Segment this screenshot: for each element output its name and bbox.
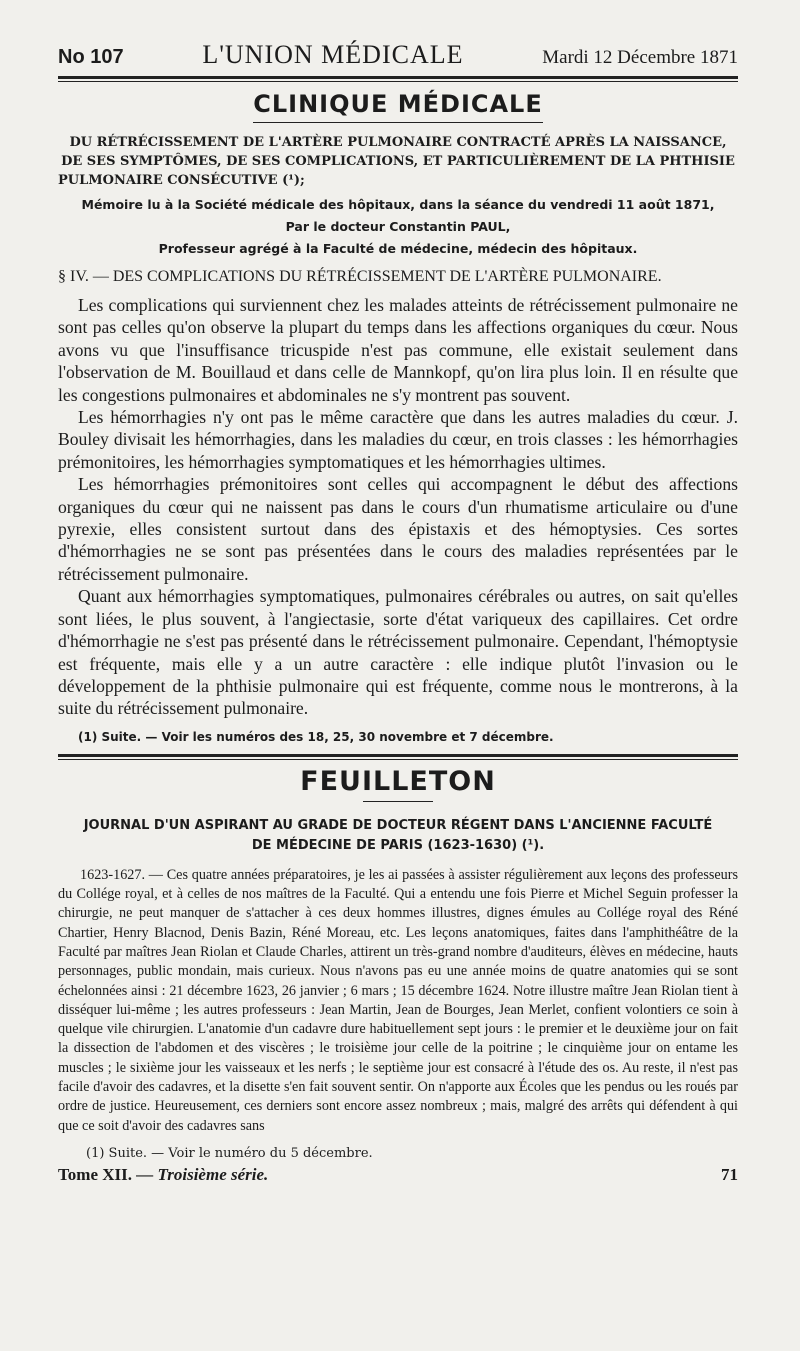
article-title-line-2: DE SES SYMPTÔMES, DE SES COMPLICATIONS, ET PARTICULIÈREMENT DE LA PHTHISIE (61, 154, 735, 169)
issue-number: No 107 (58, 46, 124, 68)
page-footer (58, 1165, 738, 1185)
clinique-paragraph: Les hémorrhagies prémonitoires sont celles qui accompagnent le début des affections organiques du cœur qui ne naissent pas dans le cours d'un rhumatisme articulaire ou d'une pyrexie, elles consistent surtout dans des épistaxis et des hémoptysies. Ces sortes d'hémorrhagies ne se sont pas présentées dans le cours des maladies représentées par le rétrécissement pulmonaire. (58, 474, 738, 584)
article-title (58, 133, 738, 190)
feuilleton-footnote: (1) Suite. — Voir le numéro du 5 décembre. (86, 1145, 373, 1161)
clinique-section-title: CLINIQUE MÉDICALE (253, 90, 543, 118)
feuilleton-paragraph: 1623-1627. — Ces quatre années préparatoires, je les ai passées à assister régulièrement aux leçons des professeurs du Collége royal, et à celles de nos maîtres de la Faculté. Qui a entendu une fois Pierre et Michel Seguin professer la chirurgie, ne peut manquer de s'attacher à ces deux hommes illustres, dignes émules au Collége royal des Réné Chartier, Henry Blacnod, Denis Bazin, Réné Moreau, etc. Les leçons anatomiques, faites dans l'amphithéâtre de la Faculté par maîtres Jean Riolan et Claude Charles, attirent un très-grand nombre d'auditeurs, élèves en médecine, hauts personnages, public mondain, mais curieux. Nous n'avons pas eu une année moins de quatre anatomies qui se sont échelonnées ainsi : 21 décembre 1623, 26 janvier ; 6 mars ; 15 décembre 1624. Notre illustre maître Jean Riolan tient à disséquer lui-même ; les autres professeurs : Jean Martin, Jean de Bourges, Jean Merlet, confient volontiers ce soin à quelque vile chirurgien. L'anatomie d'un cadavre dure habituellement sept jours : le premier et le deuxième jour on fait la dissection de l'abdomen et des viscères ; le troisième jour celle de la poitrine ; le cinquième jour on entame les muscles ; le sixième jour les vaisseaux et les nerfs ; le septième jour est consacré à l'étude des os. Au reste, il n'est pas facile d'avoir des cadavres, et la disette s'en fait souvent sentir. On n'apporte aux Écoles que les pendus ou les roués par ordre de justice. Heureusement, ces derniers sont encore assez nombreux ; mais, malgré des arrêts qui défendent à qui que ce soit d'avoir des cadavres sans (58, 866, 738, 1134)
header-rule (58, 76, 738, 79)
feuilleton-rule-thin (58, 759, 738, 760)
article-byline (58, 194, 738, 260)
newspaper-page (58, 40, 738, 1185)
feuilleton-rule (58, 754, 738, 757)
feuilleton-article-title (58, 816, 738, 856)
page-number: 71 (721, 1164, 738, 1184)
serie-label: — Troisième série. (136, 1164, 269, 1184)
author-line: Par le docteur Constantin PAUL, (285, 219, 511, 234)
feuilleton-title-underline (363, 801, 433, 802)
article-title-line-3: PULMONAIRE CONSÉCUTIVE (¹); (58, 173, 305, 188)
chapter-heading: § IV. — DES COMPLICATIONS DU RÉTRÉCISSEMENT DE L'ARTÈRE PULMONAIRE. (58, 268, 662, 285)
feuilleton-section-title: FEUILLETON (300, 765, 496, 797)
clinique-footnote: (1) Suite. — Voir les numéros des 18, 25, 30 novembre et 7 décembre. (78, 729, 554, 744)
feuilleton-body (58, 866, 738, 1136)
clinique-paragraph: Les complications qui surviennent chez les malades atteints de rétrécissement pulmonaire ne sont pas celles qu'on observe la plupart du temps dans les affections organiques du cœur. Nous avons vu que l'insuffisance tricuspide n'est pas commune, elle existait seulement dans l'observation de M. Bouillaud et dans celle de Mannkopf, qu'on lira plus loin. Il en résulte que les congestions pulmonaires et abdominales ne s'y montrent pas souvent. (58, 295, 738, 405)
feuilleton-title-line-2: DE MÉDECINE DE PARIS (1623-1630) (¹). (251, 837, 545, 853)
feuilleton-title-line-1: JOURNAL D'UN ASPIRANT AU GRADE DE DOCTEUR RÉGENT DANS L'ANCIENNE FACULTÉ (83, 817, 713, 833)
clinique-title-underline (253, 122, 543, 123)
tome-label: Tome XII. (58, 1164, 132, 1184)
clinique-body (58, 294, 738, 720)
clinique-paragraph: Les hémorrhagies n'y ont pas le même caractère que dans les autres maladies du cœur. J. Bouley divisait les hémorrhagies, dans les maladies du cœur, en trois classes : les hémorrhagies prémonitoires, les hémorrhagies symptomatiques et les hémorrhagies ultimes. (58, 407, 738, 472)
footer-tome (58, 1165, 268, 1185)
clinique-paragraph: Quant aux hémorrhagies symptomatiques, pulmonaires cérébrales ou autres, on sait qu'elles sont liées, le plus souvent, à l'angiectasie, sorte d'état variqueux des capillaires. Cet ordre d'hémorrhagie ne s'est pas présenté dans le rétrécissement pulmonaire. Cependant, l'hémoptysie est fréquente, mais elle y a un autre caractère : elle indique plutôt l'invasion ou le développement de la phthisie pulmonaire qui est fréquente, comme nous le montrerons, à la suite du rétrécissement pulmonaire. (58, 586, 738, 719)
header-rule-thin (58, 81, 738, 82)
affiliation-line: Professeur agrégé à la Faculté de médecine, médecin des hôpitaux. (158, 241, 638, 256)
issue-date: Mardi 12 Décembre 1871 (542, 47, 738, 68)
page-header (58, 40, 738, 70)
memoire-line: Mémoire lu à la Société médicale des hôpitaux, dans la séance du vendredi 11 août 1871, (81, 197, 715, 212)
journal-title: L'UNION MÉDICALE (202, 40, 464, 69)
article-title-line-1: DU RÉTRÉCISSEMENT DE L'ARTÈRE PULMONAIRE CONTRACTÉ APRÈS LA NAISSANCE, (69, 135, 727, 150)
